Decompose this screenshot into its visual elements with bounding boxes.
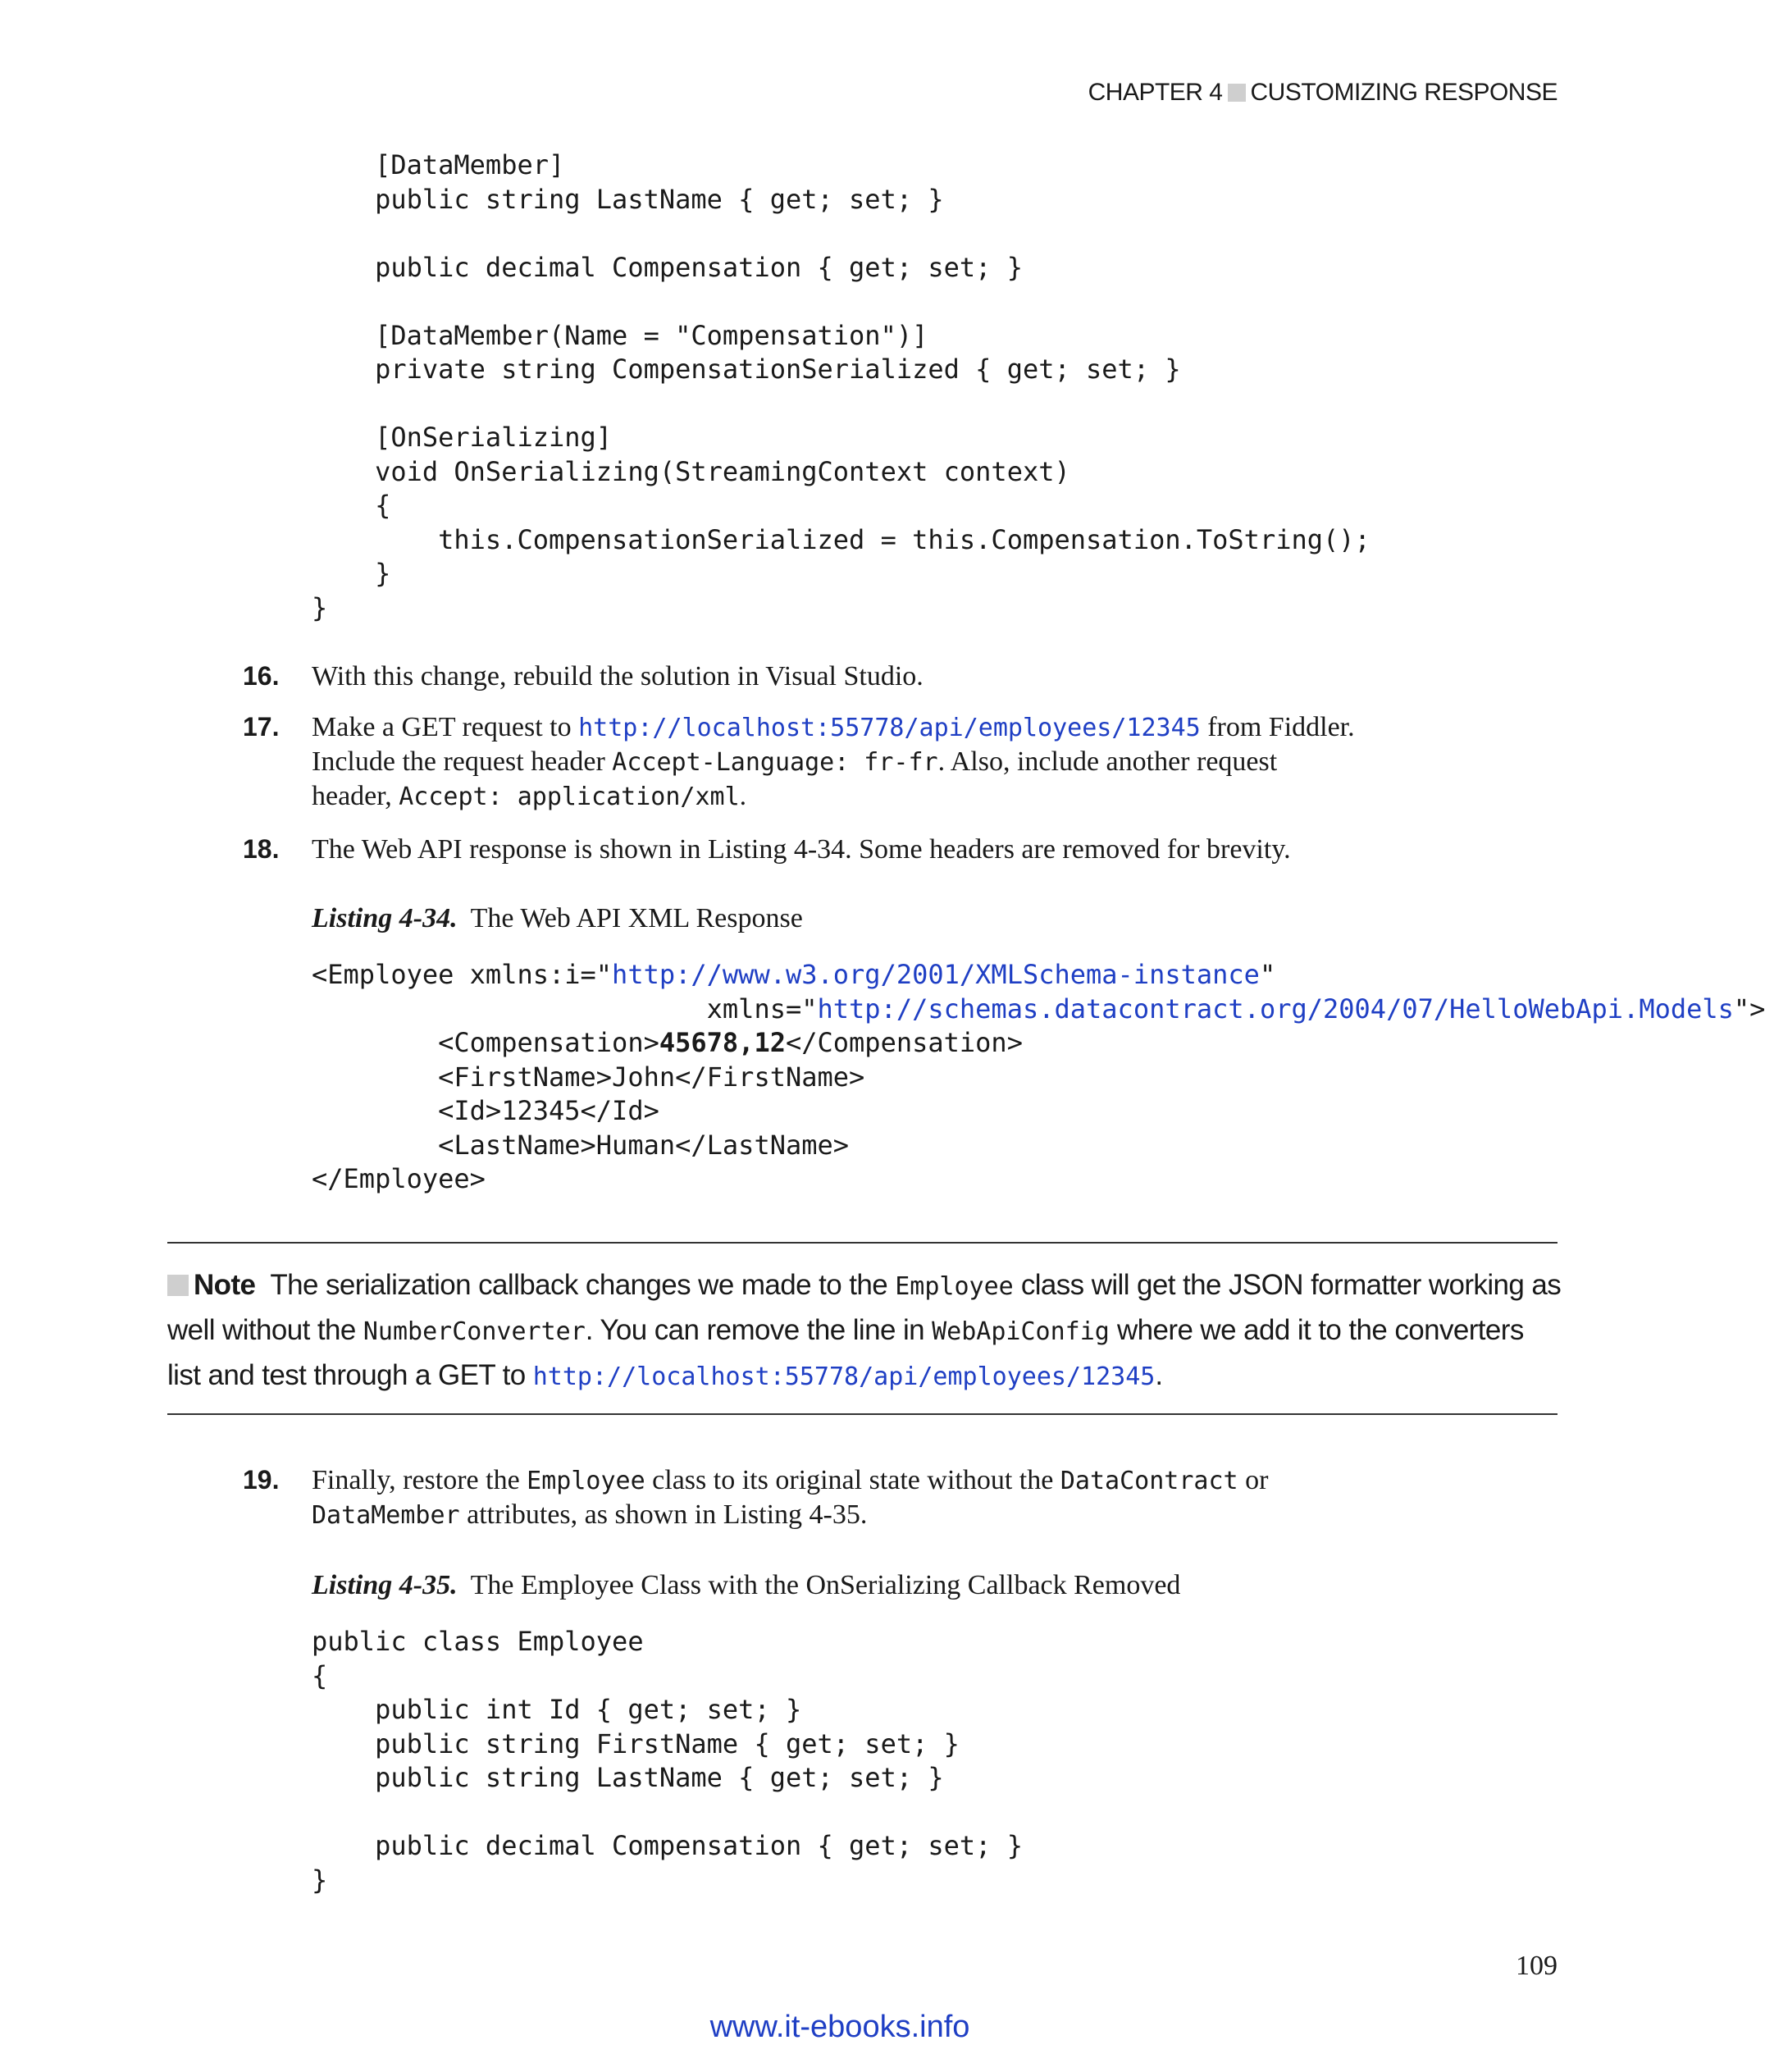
footer-link[interactable]: www.it-ebooks.info	[709, 2010, 970, 2044]
listing-label: Listing 4-34.	[312, 903, 458, 933]
inline-code: WebApiConfig	[932, 1317, 1110, 1346]
xmlschema-link[interactable]: http://www.w3.org/2001/XMLSchema-instance	[612, 959, 1260, 990]
step-number: 19.	[243, 1465, 280, 1495]
running-header	[1088, 79, 1557, 107]
employee-class-listing	[312, 1625, 1023, 1897]
code-line: public class Employee	[312, 1626, 644, 1657]
code-line	[312, 387, 1370, 422]
chapter-label: CHAPTER 4	[1088, 79, 1223, 106]
code-line: }	[312, 591, 328, 623]
listing-caption-4-35	[312, 1570, 1180, 1601]
code-line	[312, 285, 1370, 319]
square-bullet-icon	[1228, 84, 1246, 102]
listing-caption-4-34	[312, 903, 803, 934]
code-line: }	[312, 1864, 328, 1896]
code-line: </Employee>	[312, 1163, 486, 1194]
code-line: <Id>12345</Id>	[312, 1095, 659, 1126]
code-line: <FirstName>John</FirstName>	[312, 1061, 865, 1093]
xml-response-listing	[312, 958, 1765, 1197]
square-bullet-icon	[167, 1275, 189, 1296]
code-line: <LastName>Human</LastName>	[312, 1129, 850, 1161]
code-line: [DataMember]	[312, 149, 565, 180]
code-line: public string LastName { get; set; }	[312, 1762, 944, 1793]
code-line: public string LastName { get; set; }	[312, 183, 944, 215]
code-line: void OnSerializing(StreamingContext context)	[312, 455, 1070, 487]
code-line: public decimal Compensation { get; set; }	[312, 251, 1023, 283]
inline-code: Accept: application/xml	[399, 783, 740, 811]
code-line: [DataMember(Name = "Compensation")]	[312, 319, 928, 351]
datacontract-link[interactable]: http://schemas.datacontract.org/2004/07/HelloWebApi.Models	[817, 993, 1734, 1025]
listing-label: Listing 4-35.	[312, 1570, 458, 1600]
code-line: }	[312, 558, 391, 589]
inline-code: NumberConverter	[363, 1317, 586, 1346]
inline-code: Employee	[527, 1467, 645, 1495]
step-text: Finally, restore the Employee class to its original state without the DataContract or DataMember attributes, as shown in Listing 4-35.	[312, 1465, 1269, 1530]
step-text: The Web API response is shown in Listing 4-34. Some headers are removed for brevity.	[312, 834, 1291, 865]
step-text: Make a GET request to http://localhost:55778/api/employees/12345 from Fiddler. Include the request header Accept-Language: fr-fr. Also, include another request header, Accept: application/xml.	[312, 712, 1355, 811]
listing-title: The Web API XML Response	[470, 903, 803, 933]
code-line: xmlns="http://schemas.datacontract.org/2004/07/HelloWebApi.Models">	[312, 993, 1765, 1025]
code-line: this.CompensationSerialized = this.Compensation.ToString();	[312, 523, 1370, 555]
code-line: public int Id { get; set; }	[312, 1694, 802, 1725]
code-line: <Employee xmlns:i="http://www.w3.org/2001/XMLSchema-instance"	[312, 959, 1276, 990]
code-listing-continued	[312, 148, 1370, 625]
step-number: 16.	[243, 661, 280, 691]
code-line: <Compensation>45678,12</Compensation>	[312, 1027, 1023, 1058]
step-number: 17.	[243, 712, 280, 742]
code-line	[312, 217, 1370, 251]
code-line: public string FirstName { get; set; }	[312, 1727, 960, 1759]
inline-code: Accept-Language: fr-fr	[612, 748, 938, 777]
step-text: With this change, rebuild the solution in Visual Studio.	[312, 661, 924, 691]
inline-code: Employee	[895, 1272, 1014, 1301]
code-line: {	[312, 1659, 328, 1691]
inline-code: DataContract	[1060, 1467, 1238, 1495]
compensation-value: 45678,12	[659, 1027, 786, 1058]
chapter-title: CUSTOMIZING RESPONSE	[1250, 79, 1557, 106]
note-label: Note	[194, 1269, 256, 1301]
note-bottom-rule	[167, 1413, 1557, 1415]
step-number: 18.	[243, 834, 280, 864]
note-url-link[interactable]: http://localhost:55778/api/employees/12345	[532, 1362, 1156, 1391]
code-line	[312, 1796, 1023, 1830]
code-line: {	[312, 490, 391, 521]
listing-title: The Employee Class with the OnSerializing Callback Removed	[470, 1570, 1181, 1600]
page-number: 109	[1516, 1951, 1557, 1981]
note-box: Note The serialization callback changes we made to the Employee class will get the JSON formatter working as well without the NumberConverter. You can remove the line in WebApiConfig where we add it to the converters list and test through a GET to http://localhost:55778/api/employees/12345.	[167, 1269, 1562, 1391]
inline-code: DataMember	[312, 1501, 460, 1530]
note-top-rule	[167, 1242, 1557, 1244]
employee-url-link[interactable]: http://localhost:55778/api/employees/12345	[578, 714, 1201, 742]
code-line: private string CompensationSerialized { get; set; }	[312, 354, 1181, 385]
code-line: public decimal Compensation { get; set; }	[312, 1830, 1023, 1861]
code-line: [OnSerializing]	[312, 422, 613, 453]
